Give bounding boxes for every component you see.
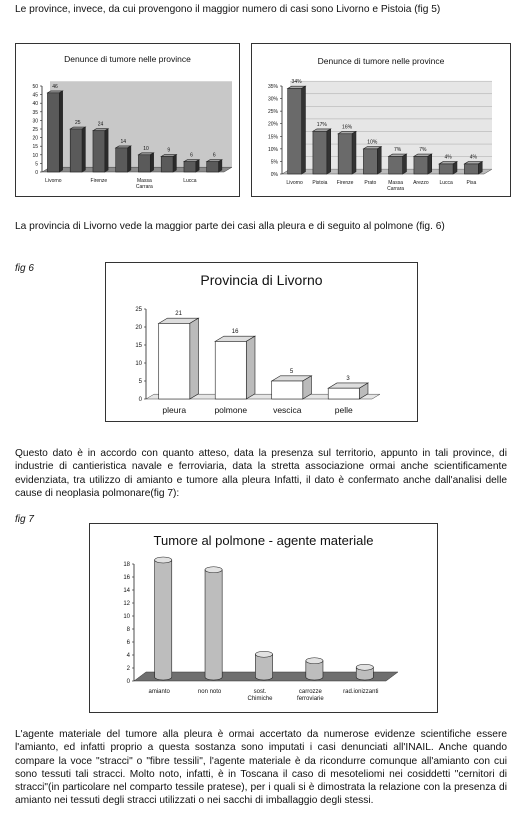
chart-livorno	[105, 262, 418, 422]
bar	[184, 162, 196, 172]
bar-side	[128, 146, 131, 172]
fig7-caption: fig 7	[15, 514, 34, 525]
data-label: 5	[289, 368, 294, 375]
bar-side	[219, 160, 222, 172]
y-tick-label: 15	[135, 343, 142, 349]
y-tick-label: 10	[135, 361, 142, 367]
data-label: 24	[97, 121, 104, 128]
x-tick-label: Lucca	[183, 178, 197, 184]
bar-side	[327, 129, 331, 174]
y-tick-label: 20%	[267, 121, 278, 128]
y-tick-label: 0%	[270, 172, 278, 178]
bar-side	[190, 318, 199, 399]
bar	[159, 323, 190, 399]
chart-plot	[16, 44, 239, 196]
bar-side	[59, 91, 62, 172]
x-tick-label: non noto	[197, 689, 222, 695]
y-tick-label: 25%	[267, 109, 278, 116]
bar-side	[173, 155, 176, 172]
bar-side	[478, 162, 482, 174]
paragraph-conclusione: L'agente materiale del tumore alla pleura è ormai accertato da numerose evidenze scientifiche essere l'amianto, ed infatti proprio a questa sostanza sono imputati i casi denunciati all'INAIL. Anche quando compare la voce "stracci" o "fibre tessili", l'agente materiale è da ricondurre comunque all'amianto con cui sono tessuti tali stracci. Molto noto, infatti, è in Toscana il caso di mesoteliomi nei cosiddetti "cernitori di stracci"(in particolare nel comparto tessile pratese), per i quali si è dimostrata la relazione con la presenza di amianto nei tessuti degli stracci utilizzati o nei sacchi di imballaggio degli stessi.	[15, 729, 507, 807]
bar-top	[155, 557, 172, 563]
y-tick-label: 0	[35, 170, 38, 176]
y-tick-label: 20	[135, 325, 142, 331]
bar-side	[150, 153, 153, 172]
bar	[439, 164, 453, 174]
y-tick-label: 40	[32, 101, 38, 108]
data-label: 34%	[291, 79, 302, 86]
x-tick-label: vescica	[273, 405, 302, 415]
bar-side	[403, 154, 407, 174]
y-tick-label: 16	[123, 575, 130, 581]
x-tick-label: Arezzo	[413, 180, 429, 186]
bar-side	[352, 131, 356, 174]
y-tick-label: 8	[126, 627, 130, 633]
data-label: 4%	[469, 154, 477, 161]
x-tick-label: amianto	[148, 689, 170, 695]
bar	[93, 131, 105, 172]
data-label: 4%	[444, 154, 452, 161]
x-tick-label: ferroviarie	[297, 696, 324, 702]
y-tick-label: 30%	[267, 96, 278, 103]
chart-title: Denunce di tumore nelle province	[64, 54, 191, 64]
y-tick-label: 35%	[267, 84, 278, 90]
x-tick-label: Livorno	[286, 180, 303, 186]
bar-side	[196, 160, 199, 172]
y-tick-label: 50	[32, 84, 38, 90]
paragraph-livorno: La provincia di Livorno vede la maggior parte dei casi alla pleura e di seguito al polmone (fig. 6)	[15, 221, 445, 232]
y-tick-label: 25	[135, 307, 142, 313]
chart-plot	[252, 44, 510, 196]
bar	[288, 89, 302, 174]
x-tick-label: carrozze	[298, 689, 322, 695]
x-tick-label: Carrara	[135, 184, 153, 190]
y-tick-label: 12	[123, 601, 130, 607]
bar	[313, 131, 327, 174]
y-tick-label: 5	[35, 161, 38, 168]
data-label: 14	[120, 138, 127, 145]
data-label: 7%	[393, 147, 402, 154]
x-tick-label: rad.ionizzanti	[343, 689, 379, 695]
x-tick-label: pelle	[334, 405, 353, 415]
x-tick-label: Lucca	[439, 180, 453, 186]
bar-side	[453, 162, 457, 174]
x-tick-label: Firenze	[336, 180, 354, 186]
bar	[205, 570, 222, 680]
data-label: 25	[74, 120, 81, 127]
bar	[363, 149, 377, 174]
bar	[47, 93, 59, 172]
data-label: 6	[212, 152, 216, 159]
y-tick-label: 4	[126, 653, 130, 659]
x-tick-label: sost.	[253, 689, 267, 695]
y-tick-label: 15%	[267, 134, 278, 141]
bar	[414, 156, 428, 174]
bar	[207, 162, 219, 172]
bar	[215, 341, 246, 399]
x-tick-label: Pisa	[466, 180, 477, 186]
data-label: 6	[190, 152, 193, 159]
data-label: 9	[167, 147, 171, 154]
chart-province-counts	[15, 43, 240, 197]
chart-title: Tumore al polmone - agente materiale	[153, 533, 374, 548]
data-label: 17%	[316, 121, 327, 128]
data-label: 46	[52, 83, 58, 90]
bar	[272, 381, 303, 399]
paragraph-analisi: Questo dato è in accordo con quanto atteso, data la presenza sul territorio, appunto in tali province, di industrie di cantieristica navale e ferroviaria, data la stretta associazione ormai anche scientificamente evidenziata, tra utilizzo di amianto e tumore alla pleura Infatti, il dato è confermato anche dall'analisi delle cause di neoplasia polmonare(fig 7):	[15, 448, 507, 499]
x-tick-label: pleura	[162, 405, 187, 415]
y-tick-label: 20	[32, 135, 38, 142]
bar	[138, 155, 150, 172]
bar-side	[246, 336, 255, 399]
y-tick-label: 5	[138, 379, 142, 385]
bar	[161, 157, 173, 172]
y-tick-label: 35	[32, 109, 38, 116]
chart-title: Provincia di Livorno	[200, 272, 323, 288]
x-tick-label: Livorno	[45, 178, 62, 184]
bar	[116, 148, 128, 172]
y-tick-label: 5%	[270, 159, 278, 166]
y-tick-label: 14	[123, 588, 130, 594]
bar-side	[428, 154, 432, 174]
bar-side	[105, 129, 108, 172]
y-tick-label: 30	[32, 118, 38, 125]
bar-top	[306, 658, 323, 664]
y-tick-label: 2	[126, 666, 130, 672]
data-label: 3	[346, 375, 350, 382]
x-tick-label: Carrara	[387, 186, 405, 192]
data-label: 10	[143, 145, 149, 152]
y-tick-label: 15	[32, 144, 38, 151]
chart-title: Denunce di tumore nelle province	[317, 56, 445, 66]
bar	[255, 654, 272, 680]
bar	[389, 156, 403, 174]
y-tick-label: 10	[32, 152, 38, 159]
bar-side	[82, 127, 85, 172]
chart-plot	[90, 524, 437, 712]
data-label: 10%	[367, 139, 378, 146]
y-tick-label: 45	[32, 92, 38, 99]
bar-top	[205, 567, 222, 573]
x-tick-label: Pistoia	[312, 180, 328, 186]
bar-side	[302, 86, 306, 174]
y-tick-label: 25	[32, 127, 38, 133]
y-tick-label: 10	[123, 614, 130, 620]
x-tick-label: Massa	[137, 178, 152, 184]
bar	[155, 560, 172, 680]
y-tick-label: 10%	[267, 146, 278, 153]
bar-top	[356, 664, 373, 670]
data-label: 16%	[342, 124, 353, 131]
x-tick-label: Prato	[364, 180, 377, 186]
data-label: 7%	[419, 147, 427, 154]
bar-side	[377, 147, 381, 174]
bar	[464, 164, 478, 174]
paragraph-intro: Le province, invece, da cui provengono il maggior numero di casi sono Livorno e Pistoia (fig 5)	[15, 4, 441, 15]
bar	[328, 388, 359, 399]
chart-plot	[106, 263, 417, 421]
x-tick-label: Firenze	[90, 178, 108, 184]
fig6-caption: fig 6	[15, 263, 34, 274]
x-tick-label: Massa	[388, 180, 403, 186]
data-label: 21	[175, 311, 182, 318]
x-tick-label: Chimiche	[247, 696, 273, 702]
x-tick-label: polmone	[214, 405, 248, 415]
chart-agente-materiale	[89, 523, 438, 713]
y-tick-label: 6	[126, 640, 130, 646]
bar	[338, 134, 352, 174]
chart-province-percent	[251, 43, 511, 197]
y-tick-label: 18	[123, 562, 130, 568]
bar	[70, 129, 82, 172]
y-tick-label: 0	[138, 397, 142, 403]
y-tick-label: 0	[126, 679, 130, 685]
bar-top	[255, 651, 272, 657]
data-label: 16	[231, 329, 239, 336]
